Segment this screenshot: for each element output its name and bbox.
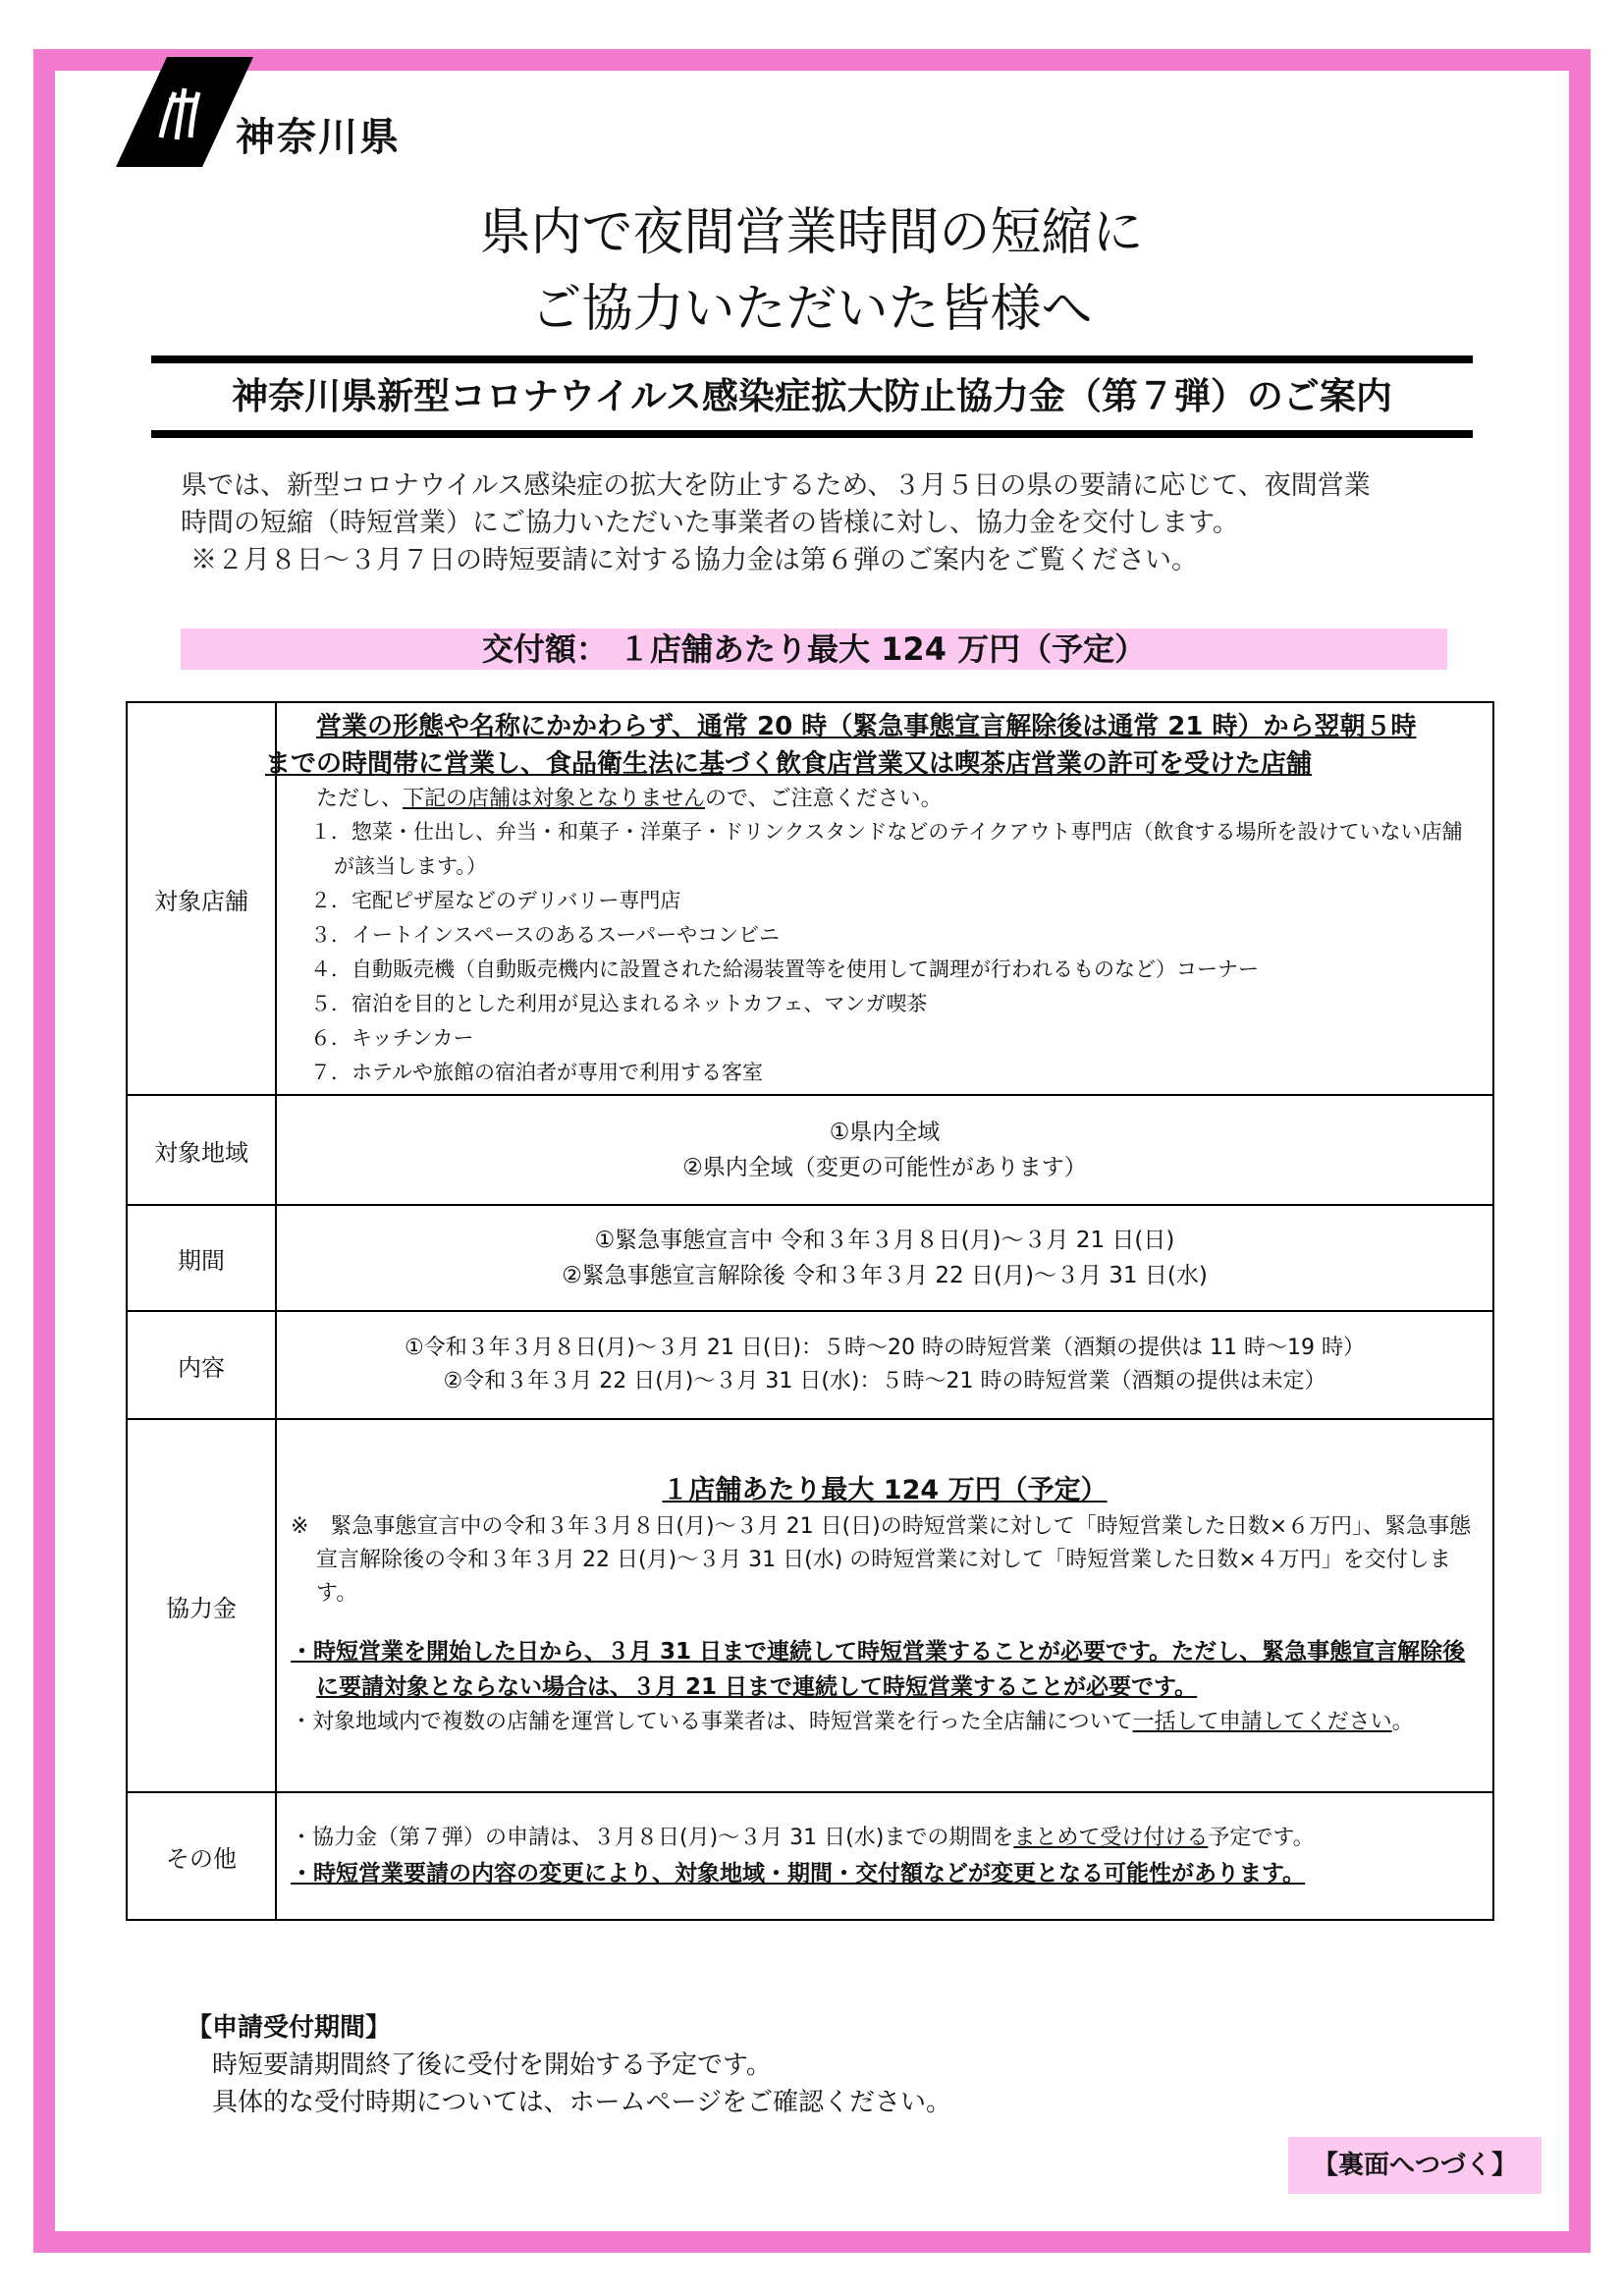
bulk-underlined: 一括して申請してください: [1132, 1710, 1392, 1734]
list-item: ７．ホテルや旅館の宿泊者が専用で利用する客室: [310, 1060, 763, 1084]
other-line2: ・時短営業要請の内容の変更により、対象地域・期間・交付額などが変更となる可能性があります。: [291, 1861, 1306, 1886]
period-cell: [276, 1205, 1493, 1311]
main-title-line1: 県内で夜間営業時間の短縮に: [479, 203, 1144, 262]
stores-lead: [265, 708, 1479, 783]
area-cell: [276, 1095, 1493, 1205]
list-item: ６．キッチンカー: [310, 1025, 474, 1050]
application-period: [187, 2009, 951, 2121]
other-line1-suffix: 予定です。: [1208, 1826, 1315, 1850]
application-period-label: 【申請受付期間】: [187, 2013, 392, 2043]
list-item: ２．宅配ピザ屋などのデリバリー専門店: [310, 888, 681, 912]
other-line1-underlined: まとめて受け付ける: [1013, 1826, 1209, 1850]
bulk-suffix: 。: [1391, 1710, 1414, 1734]
content-line1: ①令和３年３月８日(月)～３月 21 日(日)：５時～20 時の時短営業（酒類の提供は 11 時～19 時）: [405, 1336, 1365, 1360]
caution-suffix: ので、ご注意ください。: [705, 786, 943, 811]
other-cell: [276, 1792, 1493, 1920]
subtitle-top-rule: [151, 355, 1473, 363]
intro-line: 時間の短縮（時短営業）にご協力いただいた事業者の皆様に対し、協力金を交付します。: [181, 508, 1239, 538]
table-row: [127, 1311, 1493, 1419]
amount-banner: 交付額： １店舗あたり最大 124 万円（予定）: [181, 629, 1447, 670]
list-item: ４．自動販売機（自動販売機内に設置された給湯装置等を使用して調理が行われるものなど）コーナー: [310, 957, 1259, 981]
application-period-line2: 具体的な受付時期については、ホームページをご確認ください。: [212, 2088, 951, 2117]
list-item: １．惣菜・仕出し、弁当・和菓子・洋菓子・ドリンクスタンドなどのテイクアウト専門店（飲食する場所を設けていない店舗が該当します。）: [310, 819, 1463, 878]
other-line1-prefix: ・協力金（第７弾）の申請は、３月８日(月)～３月 31 日(水)までの期間を: [291, 1826, 1014, 1850]
table-row: [127, 1792, 1493, 1920]
main-title-line2: ご協力いただいた皆様へ: [530, 280, 1093, 339]
intro-paragraph: [181, 467, 1496, 579]
table-row: [127, 1205, 1493, 1311]
caution-underlined: 下記の店舗は対象となりません: [403, 786, 706, 811]
stores-cell: [265, 702, 1493, 1095]
application-period-line1: 時短要請期間終了後に受付を開始する予定です。: [212, 2050, 772, 2080]
table-row: [127, 1095, 1493, 1205]
row-label-stores: 対象店舗: [127, 702, 276, 1095]
row-label-grant: 協力金: [127, 1419, 276, 1792]
kanagawa-emblem-icon: [116, 53, 253, 171]
kanagawa-logo: [116, 53, 410, 171]
intro-note: ※２月８日～３月７日の時短要請に対する協力金は第６弾のご案内をご覧ください。: [190, 545, 1198, 575]
area-line1: ①県内全域: [829, 1120, 941, 1145]
stores-lead-line2: までの時間帯に営業し、食品衛生法に基づく飲食店営業又は喫茶店営業の許可を受けた店舗: [265, 748, 1313, 779]
continue-on-back-label: 【裏面へつづく】: [1288, 2137, 1542, 2194]
area-line2: ②県内全域（変更の可能性があります）: [682, 1155, 1087, 1180]
grant-cell: [276, 1419, 1493, 1792]
row-label-period: 期間: [127, 1205, 276, 1311]
subtitle-bottom-rule: [151, 430, 1473, 438]
subtitle: 神奈川県新型コロナウイルス感染症拡大防止協力金（第７弾）のご案内: [232, 375, 1392, 417]
row-label-other: その他: [127, 1792, 276, 1920]
grant-bullet-bulk: [291, 1705, 1479, 1740]
stores-caution: [291, 783, 1479, 815]
row-label-area: 対象地域: [127, 1095, 276, 1205]
list-item: ５．宿泊を目的とした利用が見込まれるネットカフェ、マンガ喫茶: [310, 991, 928, 1015]
prefecture-name: 神奈川県: [236, 115, 401, 160]
content-line2: ②令和３年３月 22 日(月)～３月 31 日(水)：５時～21 時の時短営業（酒類の提供は未定）: [443, 1369, 1326, 1394]
period-line2: ②緊急事態宣言解除後 令和３年３月 22 日(月)～３月 31 日(水): [562, 1263, 1208, 1288]
stores-lead-line1: 営業の形態や名称にかかわらず、通常 20 時（緊急事態宣言解除後は通常 21 時）から翌朝５時: [316, 711, 1417, 741]
caution-prefix: ただし、: [316, 786, 404, 811]
table-row: [127, 702, 1493, 1095]
grant-amount: １店舗あたり最大 124 万円（予定）: [662, 1475, 1108, 1505]
other-line1: [291, 1821, 1479, 1856]
grant-bullet-required: ・時短営業を開始した日から、３月 31 日まで連続して時短営業することが必要です。ただし、緊急事態宣言解除後に要請対象とならない場合は、３月 21 日まで連続して時短営業することが必要です。: [291, 1639, 1466, 1700]
row-label-content: 内容: [127, 1311, 276, 1419]
period-line1: ①緊急事態宣言中 令和３年３月８日(月)～３月 21 日(日): [594, 1228, 1175, 1253]
intro-line: 県では、新型コロナウイルス感染症の拡大を防止するため、３月５日の県の要請に応じて、夜間営業: [181, 470, 1371, 501]
list-item: ３．イートインスペースのあるスーパーやコンビニ: [310, 922, 781, 947]
content-cell: [276, 1311, 1493, 1419]
grant-note: ※ 緊急事態宣言中の令和３年３月８日(月)～３月 21 日(日)の時短営業に対して「時短営業した日数×６万円」、緊急事態宣言解除後の令和３年３月 22 日(月)～３月 31 日(水) の時短営業に対して「時短営業した日数×４万円」を交付します。: [291, 1514, 1472, 1606]
bulk-prefix: ・対象地域内で複数の店舗を運営している事業者は、時短営業を行った全店舗について: [291, 1710, 1133, 1734]
details-table: [126, 701, 1494, 1921]
table-row: [127, 1419, 1493, 1792]
